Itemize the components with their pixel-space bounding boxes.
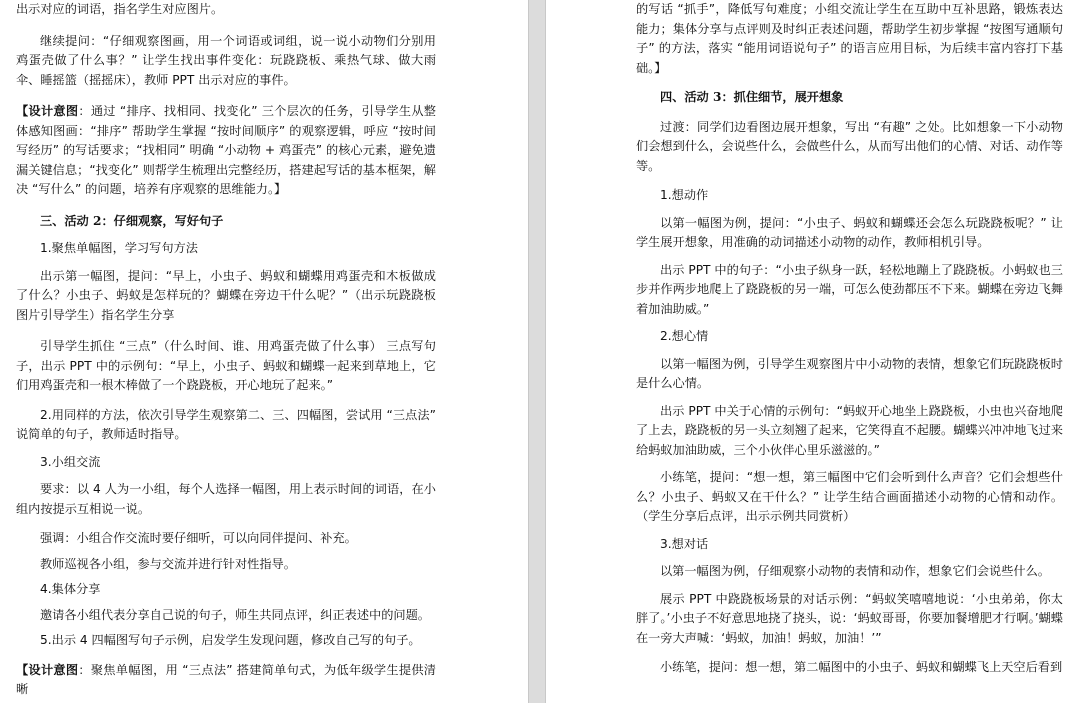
section-heading: 三、活动 2：仔细观察，写好句子 <box>40 213 224 228</box>
paragraph: 教师巡视各小组，参与交流并进行针对性指导。 <box>40 556 296 571</box>
design-intent-text: ：聚焦单幅图，用 “三点法” 搭建简单句式，为低年级学生提供清晰 <box>16 662 436 696</box>
paragraph: 小练笔，提问：想一想，第二幅图中的小虫子、蚂蚁和蝴蝶飞上天空后看到 <box>660 660 1063 674</box>
paragraph: 的写话 “抓手”，降低写句难度；小组交流让学生在互助中互补思路，锻炼表达能力；集体分享与点评则及时纠正表述问题，帮助学生初步掌握 “按图写通顺句子” 的方法，落实 “能用词语说句子” 的语言应用目标，为后续丰富内容打下基础。】 <box>636 2 1063 75</box>
paragraph: 2.用同样的方法，依次引导学生观察第二、三、四幅图，尝试用 “三点法” 说简单的句子，教师适时指导。 <box>16 407 436 441</box>
paragraph: 邀请各小组代表分享自己说的句子，师生共同点评，纠正表述中的问题。 <box>40 607 430 622</box>
paragraph: 出示对应的词语，指名学生对应图片。 <box>16 2 224 16</box>
subheading: 3.想对话 <box>660 536 709 551</box>
page-gutter <box>528 0 546 703</box>
subheading: 1.聚焦单幅图，学习写句方法 <box>40 241 198 255</box>
paragraph: 出示第一幅图，提问：“早上，小虫子、蚂蚁和蝴蝶用鸡蛋壳和木板做成了什么？小虫子、蚂蚁是怎样玩的？蝴蝶在旁边干什么呢？”（出示玩跷跷板图片引导学生）指名学生分享 <box>16 268 436 322</box>
paragraph: 小练笔，提问：“想一想，第三幅图中它们会听到什么声音？它们会想些什么？小虫子、蚂蚁又在干什么？” 让学生结合画面描述小动物的心情和动作。（学生分享后点评，出示示例共同赏析） <box>636 470 1063 523</box>
paragraph: 出示 PPT 中的句子：“小虫子纵身一跃，轻松地蹦上了跷跷板。小蚂蚁也三步并作两步地爬上了跷跷板的另一端，可怎么使劲都压不下来。蝴蝶在旁边飞舞着加油助威。” <box>636 262 1063 316</box>
design-intent-paragraph <box>16 661 436 700</box>
design-intent-text: ：通过 “排序、找相同、找变化” 三个层次的任务，引导学生从整体感知图画：“排序” 帮助学生掌握 “按时间顺序” 的观察逻辑，呼应 “按时间写经历” 的写话要求；“找相同” 明确 “小动物 + 鸡蛋壳” 的核心元素，避免遗漏关键信息；“找变化” 则帮学生梳理出完整经历，搭建起写话的基本框架，解决 “写什么” 的问题，培养有序观察的思维能力。】 <box>16 104 436 196</box>
paragraph: 展示 PPT 中跷跷板场景的对话示例：“蚂蚁笑嘻嘻地说：‘小虫弟弟，你太胖了。’小虫子不好意思地挠了挠头，说：‘蚂蚁哥哥，你要加餐增肥才行啊。’蝴蝶在一旁大声喊：‘蚂蚁，加油！蚂蚁，加油！’” <box>636 591 1063 645</box>
design-intent-label: 【设计意图 <box>16 104 79 118</box>
section-heading: 四、活动 3：抓住细节，展开想象 <box>660 90 844 104</box>
paragraph: 继续提问：“仔细观察图画，用一个词语或词组，说一说小动物们分别用鸡蛋壳做了什么事？” 让学生找出事件变化：玩跷跷板、乘热气球、做大雨伞、睡摇篮（摇摇床），教师 PPT 出示对应的事件。 <box>16 33 436 87</box>
subheading: 3.小组交流 <box>40 454 101 469</box>
paragraph: 过渡：同学们边看图边展开想象，写出 “有趣” 之处。比如想象一下小动物们会想到什么，会说些什么，会做些什么，从而写出他们的心情、对话、动作等等。 <box>636 119 1063 173</box>
design-intent-paragraph <box>16 102 436 200</box>
subheading: 2.想心情 <box>660 329 709 343</box>
paragraph: 要求：以 4 人为一小组，每个人选择一幅图，用上表示时间的词语，在小组内按提示互相说一说。 <box>16 482 436 516</box>
paragraph: 5.出示 4 四幅图写句子示例，启发学生发现问题，修改自己写的句子。 <box>40 633 421 647</box>
paragraph: 以第一幅图为例，引导学生观察图片中小动物的表情，想象它们玩跷跷板时是什么心情。 <box>636 356 1063 390</box>
document-page-left <box>0 0 528 703</box>
design-intent-label: 【设计意图 <box>16 662 79 677</box>
paragraph: 以第一幅图为例，仔细观察小动物的表情和动作，想象它们会说些什么。 <box>660 564 1050 578</box>
paragraph: 引导学生抓住 “三点”（什么时间、谁、用鸡蛋壳做了什么事） 三点写句子，出示 PPT 中的示例句：“早上，小虫子、蚂蚁和蝴蝶一起来到草地上，它们用鸡蛋壳和一根木棒做了一个跷跷板，开心地玩了起来。” <box>16 339 436 392</box>
paragraph: 出示 PPT 中关于心情的示例句：“蚂蚁开心地坐上跷跷板，小虫也兴奋地爬了上去，跷跷板的另一头立刻翘了起来，它笑得直不起腰。蝴蝶兴冲冲地飞过来给蚂蚁加油助威，三个小伙伴心里乐滋滋的。” <box>636 403 1063 457</box>
paragraph: 强调：小组合作交流时要仔细听，可以向同伴提问、补充。 <box>40 531 357 545</box>
paragraph: 以第一幅图为例，提问：“小虫子、蚂蚁和蝴蝶还会怎么玩跷跷板呢？” 让学生展开想象，用准确的动词描述小动物的动作，教师相机引导。 <box>636 215 1063 249</box>
subheading: 4.集体分享 <box>40 582 101 596</box>
document-page-right <box>546 0 1080 703</box>
subheading: 1.想动作 <box>660 188 709 202</box>
